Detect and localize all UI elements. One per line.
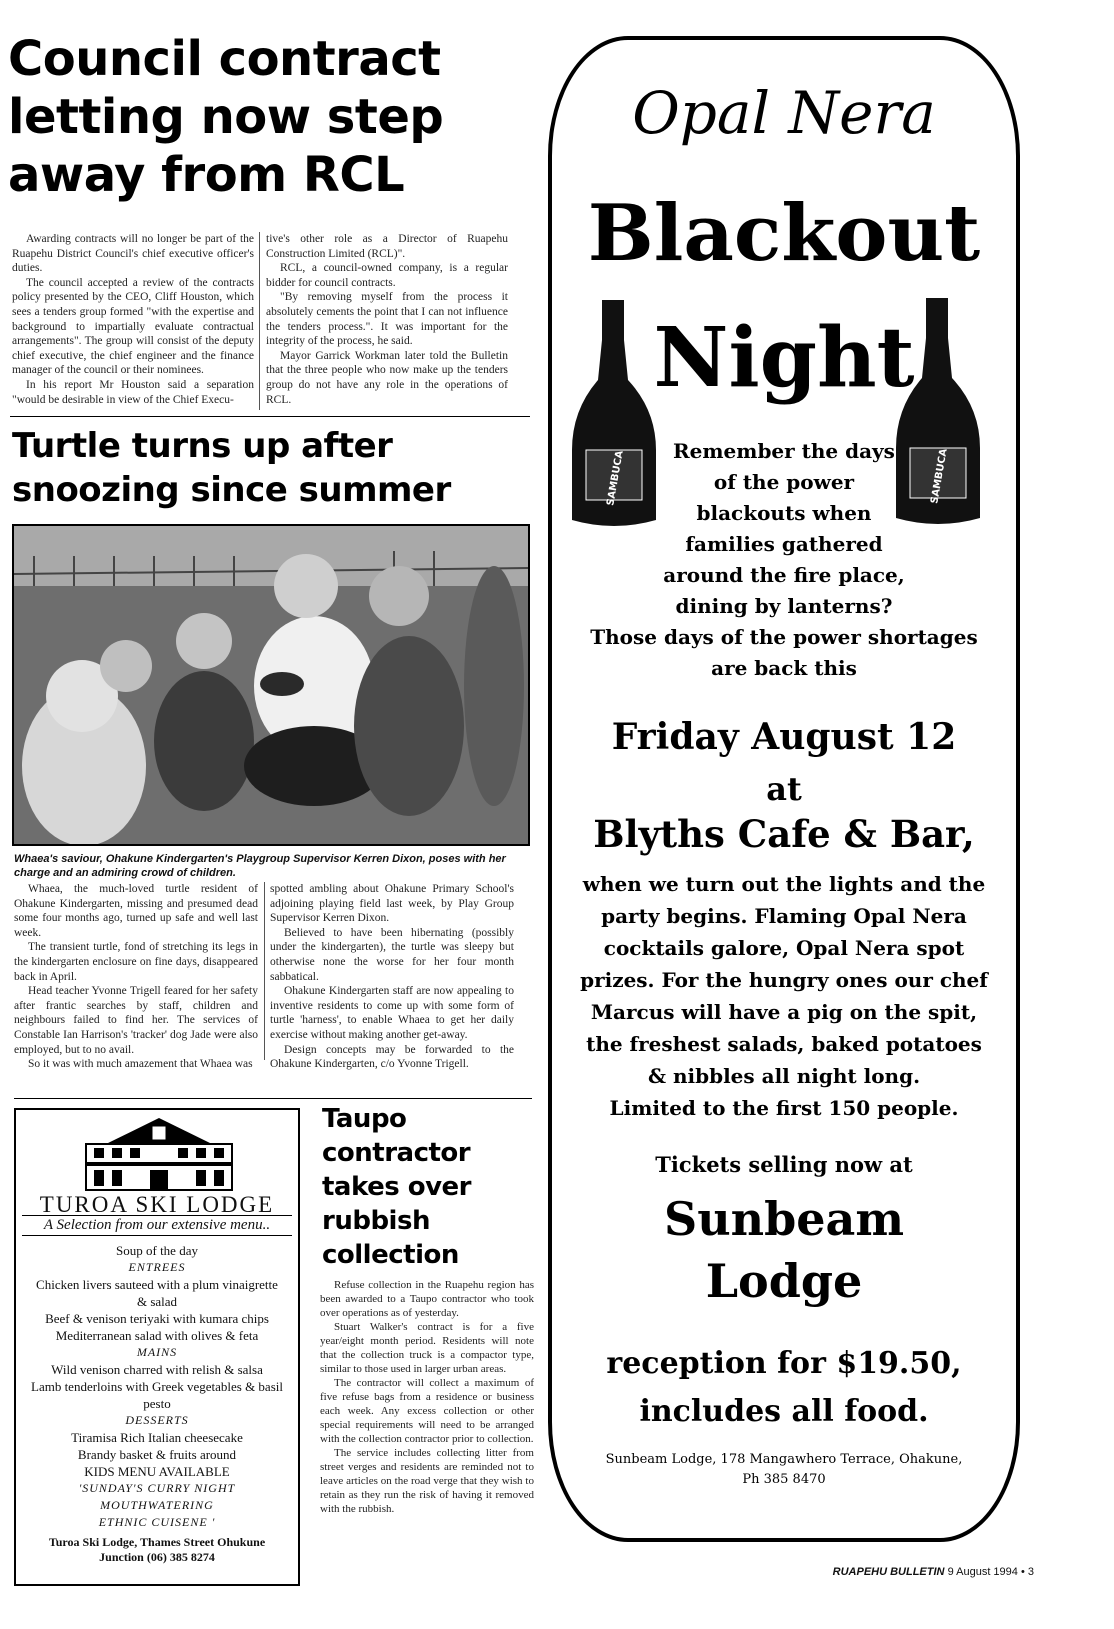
lodge-address — [16, 1535, 298, 1565]
section-desserts: DESSERTS — [125, 1413, 189, 1427]
event-venue: Blyths Cafe & Bar, — [593, 812, 975, 856]
paragraph: The contractor will collect a maximum of five refuse bags from a residence or business each week. Any excess collection or other special requirements will need to be arranged with the collection contractor prior to collection. — [320, 1377, 534, 1445]
ad-line: are back this — [711, 656, 857, 680]
address-line: Junction (06) 385 8274 — [99, 1550, 215, 1564]
ticket-venue-line: Sunbeam — [663, 1192, 905, 1246]
ad-line: of the power — [713, 470, 855, 494]
section-entrees: ENTREES — [128, 1260, 186, 1274]
paragraph: RCL, a council-owned company, is a regular bidder for council contracts. — [266, 262, 508, 289]
paper-name: RUAPEHU BULLETIN — [832, 1566, 945, 1578]
ad-line: families gathered — [685, 532, 883, 556]
paragraph: tive's other role as a Director of Ruapehu Construction Limited (RCL)". — [266, 233, 508, 260]
bottle-label: SAMBUCA — [929, 447, 950, 505]
paragraph: Whaea, the much-loved turtle resident of Ohakune Kindergarten, missing and presumed dead some four months ago, turned up safe and well last week. — [14, 883, 258, 939]
section-mains: MAINS — [136, 1345, 178, 1359]
headline-taupo-contractor: Taupo contractor takes over rubbish collection — [322, 1104, 471, 1270]
phone-line: Ph 385 8470 — [742, 1472, 826, 1487]
headline-council-contract: Council contract letting now step away from RCL — [8, 31, 444, 203]
ad-details-text — [560, 868, 1008, 1124]
kids-menu: KIDS MENU AVAILABLE — [84, 1464, 230, 1479]
ad-line: Those days of the power shortages — [590, 625, 978, 649]
ad-line: when we turn out the lights and the — [582, 872, 986, 896]
turoa-ski-lodge-ad — [14, 1108, 300, 1586]
paragraph: Stuart Walker's contract is for a five year/eight month period. Residents will note that the collection truck is a compactor type, similar to those used in larger urban areas. — [320, 1321, 534, 1375]
paragraph: Refuse collection in the Ruapehu region has been awarded to a Taupo contractor who took over operations as of yesterday. — [320, 1279, 534, 1319]
article1-column-2 — [266, 232, 508, 407]
ticket-venue-line: Lodge — [705, 1254, 863, 1308]
menu-item: Beef & venison teriyaki with kumara chips — [45, 1311, 269, 1326]
address-line: Sunbeam Lodge, 178 Mangawhero Terrace, Ohakune, — [605, 1452, 963, 1467]
menu-tagline: A Selection from our extensive menu.. — [22, 1215, 292, 1236]
photo-illustration — [14, 526, 530, 846]
ad-line: Remember the days — [673, 439, 895, 463]
page-folio — [833, 1566, 1034, 1578]
paragraph: In his report Mr Houston said a separation "would be desirable in view of the Chief Execu- — [12, 378, 254, 406]
paragraph: The council accepted a review of the contracts policy presented by the CEO, Cliff Houston, which sees a tenders group formed "with the expertise and background to impartially evaluate contractual arrangements". The group will consist of the deputy chief executive, the chief engineer and the finance manager of the council or their nominees. — [12, 276, 254, 377]
curry-night-line: ETHNIC CUISENE ' — [98, 1515, 216, 1529]
paragraph: Mayor Garrick Workman later told the Bulletin that the three people who now make up the tenders group do not have any role in the operations of RCL. — [266, 349, 508, 406]
menu-item: Chicken livers sauteed with a plum vinaigrette — [36, 1277, 278, 1292]
ad-line: blackouts when — [696, 501, 872, 525]
page-number: • 3 — [1020, 1566, 1034, 1578]
paragraph: The service includes collecting litter from street verges and residents are reminded not to leave articles on the road verge that they wish to retain as they run the risk of having it removed with the rubbish. — [320, 1447, 534, 1515]
article-divider — [14, 1098, 532, 1099]
ad-line: the freshest salads, baked potatoes — [586, 1032, 982, 1056]
ad-brand-name: Opal Nera — [632, 79, 936, 147]
ad-title-night: Night — [653, 310, 915, 406]
lodge-name: TUROA SKI LODGE — [39, 1192, 275, 1217]
tickets-line: Tickets selling now at — [655, 1152, 913, 1177]
address-line: Turoa Ski Lodge, Thames Street Ohukune — [48, 1535, 266, 1549]
article2-column-2 — [270, 882, 514, 1072]
paragraph: So it was with much amazement that Whaea was — [28, 1058, 253, 1071]
article2-column-1 — [14, 882, 258, 1072]
menu-item: Soup of the day — [116, 1243, 198, 1258]
ad-intro-text — [560, 436, 1008, 684]
paragraph: The transient turtle, fond of stretching its legs in the kindergarten enclosure on fine days, disappeared back in April. — [14, 941, 258, 983]
article3-body — [320, 1278, 534, 1516]
article-divider — [10, 416, 530, 417]
ad-line: cocktails galore, Opal Nera spot — [603, 936, 965, 960]
column-divider — [259, 232, 260, 410]
ad-line: prizes. For the hungry ones our chef — [580, 968, 988, 992]
bottle-label: SAMBUCA — [605, 449, 626, 507]
article1-column-1 — [12, 232, 254, 407]
ad-line: dining by lanterns? — [675, 594, 893, 618]
menu-item: Lamb tenderloins with Greek vegetables & basil pesto — [31, 1379, 283, 1411]
menu-item: & salad — [136, 1294, 178, 1309]
ad-title-blackout: Blackout — [587, 188, 981, 279]
ad-line: & nibbles all night long. — [647, 1064, 921, 1088]
paragraph: Awarding contracts will no longer be part of the Ruapehu District Council's chief executive officer's duties. — [12, 233, 254, 275]
paragraph: "By removing myself from the process it absolutely cements the point that I can not influence the tenders process.". It was important for the integrity of the process, he said. — [266, 291, 508, 348]
headline-turtle: Turtle turns up after snoozing since summer — [12, 426, 451, 510]
menu-item: Tiramisa Rich Italian cheesecake — [71, 1430, 243, 1445]
ticket-venue — [560, 1188, 1008, 1312]
turtle-photo — [12, 524, 530, 846]
price-line: includes all food. — [639, 1394, 929, 1429]
ad-at: at — [766, 770, 802, 808]
issue-date: 9 August 1994 — [947, 1566, 1018, 1578]
menu-item: Brandy basket & fruits around — [77, 1447, 237, 1462]
paragraph: Head teacher Yvonne Trigell feared for her safety after frantic searches by staff, children and neighbours failed to find her. The services of Constable Ian Harrison's 'tracker' dog Jade were also employed, but to no avail. — [14, 985, 258, 1056]
ad-line: party begins. Flaming Opal Nera — [601, 904, 967, 928]
curry-night-line: 'SUNDAY'S CURRY NIGHT — [78, 1481, 236, 1495]
paragraph: spotted ambling about Ohakune Primary School's adjoining playing field last week, by Play Group Supervisor Kerren Dixon. — [270, 883, 514, 925]
event-date: Friday August 12 — [611, 716, 957, 758]
menu-item: Wild venison charred with relish & salsa — [51, 1362, 263, 1377]
menu-item: Mediterranean salad with olives & feta — [55, 1328, 259, 1343]
lodge-building-icon — [76, 1114, 242, 1194]
price-text — [560, 1340, 1008, 1436]
ad-line: Limited to the first 150 people. — [609, 1096, 959, 1120]
sunbeam-address — [560, 1450, 1008, 1490]
curry-night-line: MOUTHWATERING — [100, 1498, 214, 1512]
paragraph: Believed to have been hibernating (possibly under the kindergarten), the turtle was sleepy but otherwise none the worse for her four month sabbatical. — [270, 926, 514, 983]
column-divider — [264, 882, 265, 1060]
photo-caption: Whaea's saviour, Ohakune Kindergarten's Playgroup Supervisor Kerren Dixon, poses with her charge and an admiring crowd of children. — [14, 853, 506, 879]
paragraph: Ohakune Kindergarten staff are now appealing to inventive residents to come up with some form of turtle 'harness', to enable Whaea to get her daily exercise without making another get-away. — [270, 985, 514, 1041]
paragraph: Design concepts may be forwarded to the Ohakune Kindergarten, c/o Yvonne Trigell. — [270, 1043, 514, 1071]
ad-line: Marcus will have a pig on the spit, — [590, 1000, 978, 1024]
price-line: reception for $19.50, — [606, 1346, 962, 1381]
ad-line: around the fire place, — [663, 563, 905, 587]
